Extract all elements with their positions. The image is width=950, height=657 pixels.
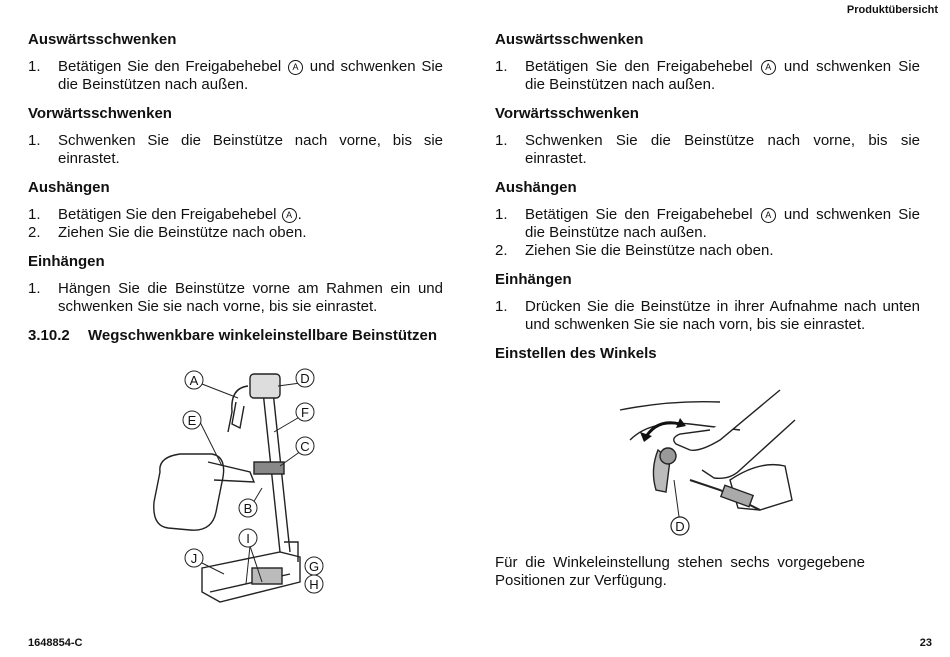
doc-number: 1648854-C <box>28 637 83 649</box>
item-text: Ziehen Sie die Beinstütze nach oben. <box>58 224 307 241</box>
list-item <box>28 224 443 242</box>
fig-label-g: G <box>308 559 320 574</box>
list-item <box>495 58 920 94</box>
group-unhook <box>28 178 443 242</box>
fig-label-d: D <box>675 519 685 534</box>
group-outward-swing <box>495 30 920 94</box>
heading: Aushängen <box>495 179 577 196</box>
item-text: Hängen Sie die Beinstütze vorne am Rahmen ein und schwenken Sie sie nach vorne, bis sie einrastet. <box>58 280 443 315</box>
group-forward-swing <box>495 104 920 168</box>
legrest-diagram <box>150 362 330 622</box>
page-number: 23 <box>919 637 932 649</box>
section-title-text: Wegschwenkbare winkeleinstellbare Beinstützen <box>88 327 437 344</box>
item-number: 1. <box>495 58 508 75</box>
heading: Einhängen <box>28 253 105 270</box>
fig-label-j: J <box>190 551 198 566</box>
item-number: 1. <box>28 132 41 149</box>
group-unhook <box>495 178 920 260</box>
angle-adjust-diagram <box>610 380 800 540</box>
running-header: Produktübersicht <box>846 4 938 16</box>
heading: Aushängen <box>28 179 110 196</box>
item-text: Betätigen Sie den Freigabehebel A und schwenken Sie die Beinstütze nach außen. <box>525 206 920 241</box>
item-number: 2. <box>28 224 41 241</box>
item-number: 1. <box>28 206 41 223</box>
item-number: 1. <box>495 206 508 223</box>
section-title <box>28 326 443 346</box>
heading: Einhängen <box>495 271 572 288</box>
item-number: 1. <box>495 132 508 149</box>
section-number: 3.10.2 <box>28 327 70 344</box>
item-number: 1. <box>28 58 41 75</box>
item-text: Drücken Sie die Beinstütze in ihrer Aufnahme nach unten und schwenken Sie sie nach vorn, bis sie einrastet. <box>525 298 920 333</box>
fig-label-c: C <box>300 439 310 454</box>
list-item <box>495 132 920 168</box>
fig-label-f: F <box>301 405 309 420</box>
heading: Vorwärtsschwenken <box>495 105 639 122</box>
angle-paragraph: Für die Winkeleinstellung stehen sechs vorgegebene Positionen zur Verfügung. <box>495 554 865 589</box>
item-text: Schwenken Sie die Beinstütze nach vorne, bis sie einrastet. <box>58 132 443 167</box>
list-item <box>28 280 443 316</box>
heading: Auswärtsschwenken <box>28 31 177 48</box>
fig-label-h: H <box>309 577 319 592</box>
group-outward-swing <box>28 30 443 94</box>
item-text: Betätigen Sie den Freigabehebel A . <box>58 206 302 223</box>
list-item <box>495 242 920 260</box>
item-number: 2. <box>495 242 508 259</box>
fig-label-a: A <box>189 373 199 388</box>
group-hook-in <box>28 252 443 316</box>
item-text: Betätigen Sie den Freigabehebel A und schwenken Sie die Beinstützen nach außen. <box>525 58 920 93</box>
marker-a: A <box>761 208 776 223</box>
right-column <box>495 30 920 372</box>
item-number: 1. <box>28 280 41 297</box>
group-hook-in <box>495 270 920 334</box>
heading: Auswärtsschwenken <box>495 31 644 48</box>
item-text: Ziehen Sie die Beinstütze nach oben. <box>525 242 774 259</box>
fig-label-b: B <box>243 501 253 516</box>
item-number: 1. <box>495 298 508 315</box>
list-item <box>495 298 920 334</box>
list-item <box>28 206 443 224</box>
list-item <box>28 58 443 94</box>
marker-a: A <box>288 60 303 75</box>
marker-a: A <box>761 60 776 75</box>
group-forward-swing <box>28 104 443 168</box>
item-text: Schwenken Sie die Beinstütze nach vorne, bis sie einrastet. <box>525 132 920 167</box>
fig-label-d: D <box>300 371 310 386</box>
fig-label-e: E <box>187 413 197 428</box>
heading-angle: Einstellen des Winkels <box>495 345 657 362</box>
left-column <box>28 30 443 346</box>
marker-a: A <box>282 208 297 223</box>
item-text: Betätigen Sie den Freigabehebel A und schwenken Sie die Beinstützen nach außen. <box>58 58 443 93</box>
list-item <box>495 206 920 242</box>
fig-label-i: I <box>246 531 250 546</box>
list-item <box>28 132 443 168</box>
heading: Vorwärtsschwenken <box>28 105 172 122</box>
